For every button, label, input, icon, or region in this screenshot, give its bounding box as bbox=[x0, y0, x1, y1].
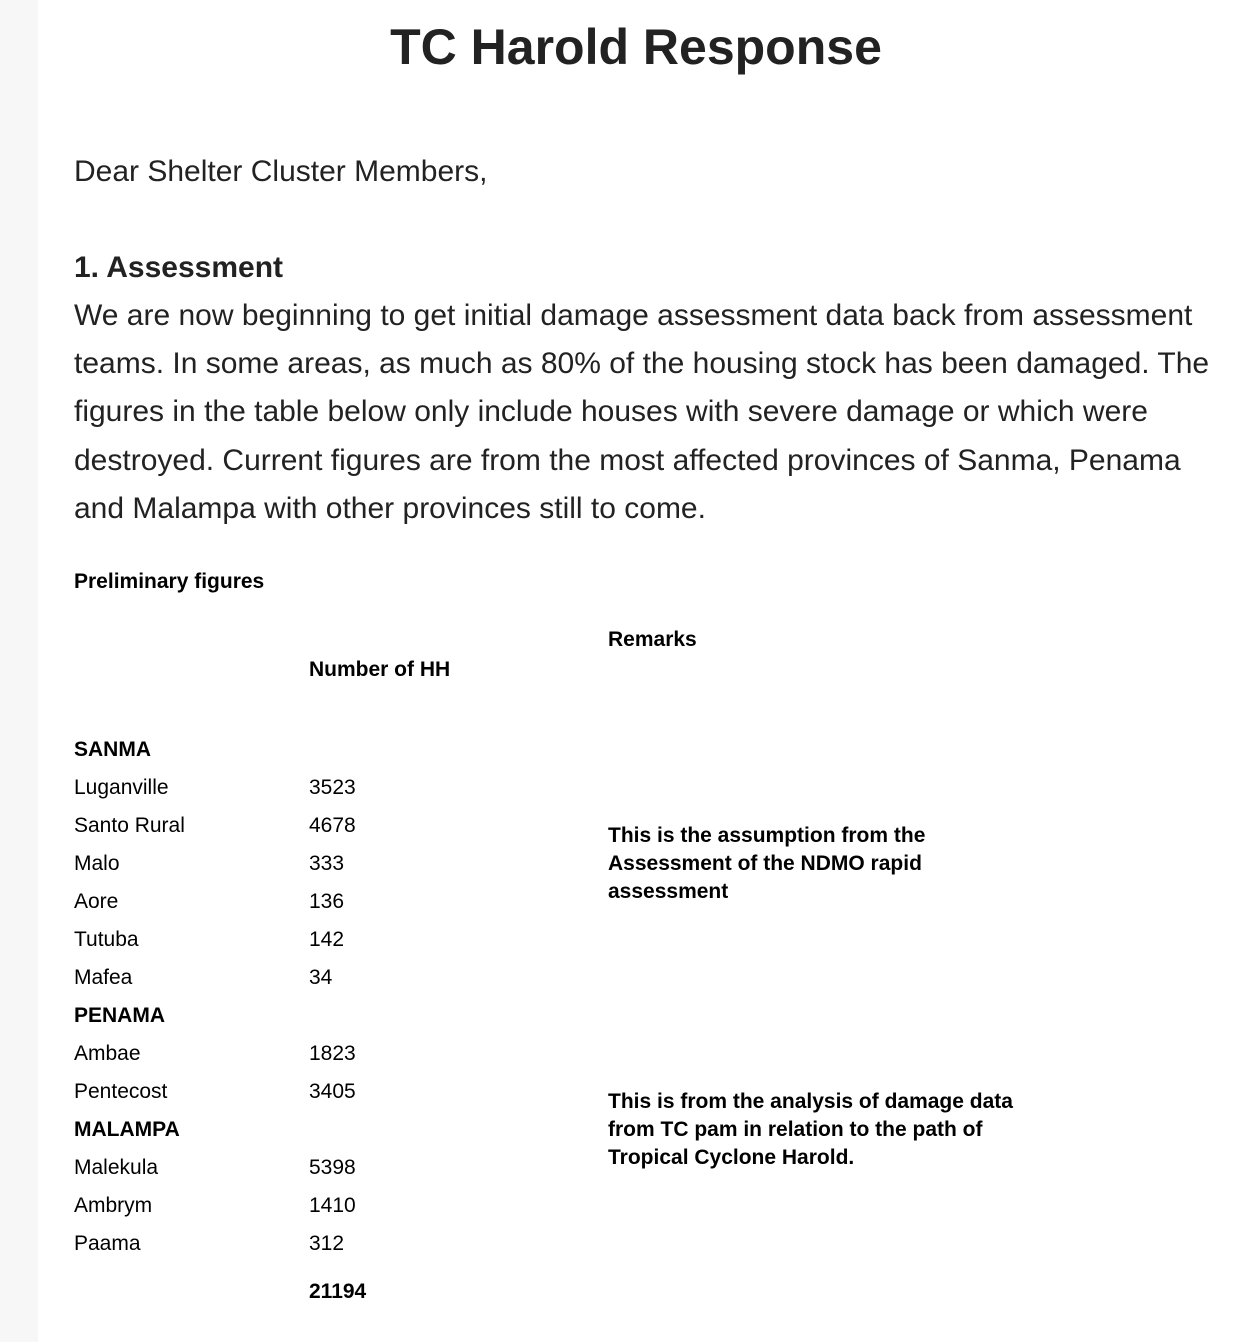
table-row bbox=[74, 1035, 574, 1073]
table-row bbox=[74, 1073, 574, 1111]
row-name: PENAMA bbox=[74, 1004, 166, 1027]
remark-penama-malampa: This is from the analysis of damage data from TC pam in relation to the path of Tropical Cyclone Harold. bbox=[608, 1090, 1013, 1169]
table-row-province bbox=[74, 731, 574, 769]
row-value: 333 bbox=[309, 852, 345, 875]
document-page bbox=[38, 0, 1234, 1342]
row-name: Luganville bbox=[74, 776, 169, 799]
greeting: Dear Shelter Cluster Members, bbox=[74, 155, 488, 188]
section-heading-assessment: 1. Assessment bbox=[74, 251, 284, 284]
table-title: Preliminary figures bbox=[74, 570, 265, 593]
left-margin-strip bbox=[0, 0, 38, 1342]
row-value: 34 bbox=[309, 966, 333, 989]
table-row-province bbox=[74, 1111, 574, 1149]
total-value: 21194 bbox=[309, 1280, 367, 1303]
table-row-province bbox=[74, 997, 574, 1035]
table-row bbox=[74, 769, 574, 807]
row-value: 3523 bbox=[309, 776, 356, 799]
hh-column-header: Number of HH bbox=[309, 658, 451, 681]
row-name: Ambae bbox=[74, 1042, 141, 1065]
row-value: 5398 bbox=[309, 1156, 356, 1179]
row-name: Aore bbox=[74, 890, 119, 913]
row-name: Malo bbox=[74, 852, 120, 875]
table-row bbox=[74, 1187, 574, 1225]
row-value: 4678 bbox=[309, 814, 356, 837]
row-name: Santo Rural bbox=[74, 814, 185, 837]
row-name: Pentecost bbox=[74, 1080, 168, 1103]
table-row bbox=[74, 807, 574, 845]
remark-sanma: This is the assumption from the Assessment of the NDMO rapid assessment bbox=[608, 824, 926, 903]
row-name: Mafea bbox=[74, 966, 133, 989]
table-row bbox=[74, 959, 574, 997]
row-name: Tutuba bbox=[74, 928, 139, 951]
row-name: MALAMPA bbox=[74, 1118, 180, 1141]
remarks-column-header: Remarks bbox=[608, 628, 697, 651]
table-row bbox=[74, 1225, 574, 1263]
table-row bbox=[74, 921, 574, 959]
table-total-row bbox=[74, 1273, 574, 1311]
row-value: 1823 bbox=[309, 1042, 356, 1065]
row-name: Paama bbox=[74, 1232, 141, 1255]
table-row bbox=[74, 1149, 574, 1187]
assessment-paragraph: We are now beginning to get initial damage assessment data back from assessment teams. In some areas, as much as 80% of the housing stock has been damaged. The figures in the table below only include houses with severe damage or which were destroyed. Current figures are from the most affected provinces of Sanma, Penama and Malampa with other provinces still to come. bbox=[74, 299, 1210, 525]
row-value: 1410 bbox=[309, 1194, 356, 1217]
table-row bbox=[74, 845, 574, 883]
row-value: 3405 bbox=[309, 1080, 356, 1103]
row-name: Malekula bbox=[74, 1156, 159, 1179]
page-title: TC Harold Response bbox=[390, 19, 882, 75]
row-value: 136 bbox=[309, 890, 345, 913]
row-value: 312 bbox=[309, 1232, 345, 1255]
row-name: Ambrym bbox=[74, 1194, 153, 1217]
row-value: 142 bbox=[309, 928, 345, 951]
table-row bbox=[74, 883, 574, 921]
row-name: SANMA bbox=[74, 738, 151, 761]
